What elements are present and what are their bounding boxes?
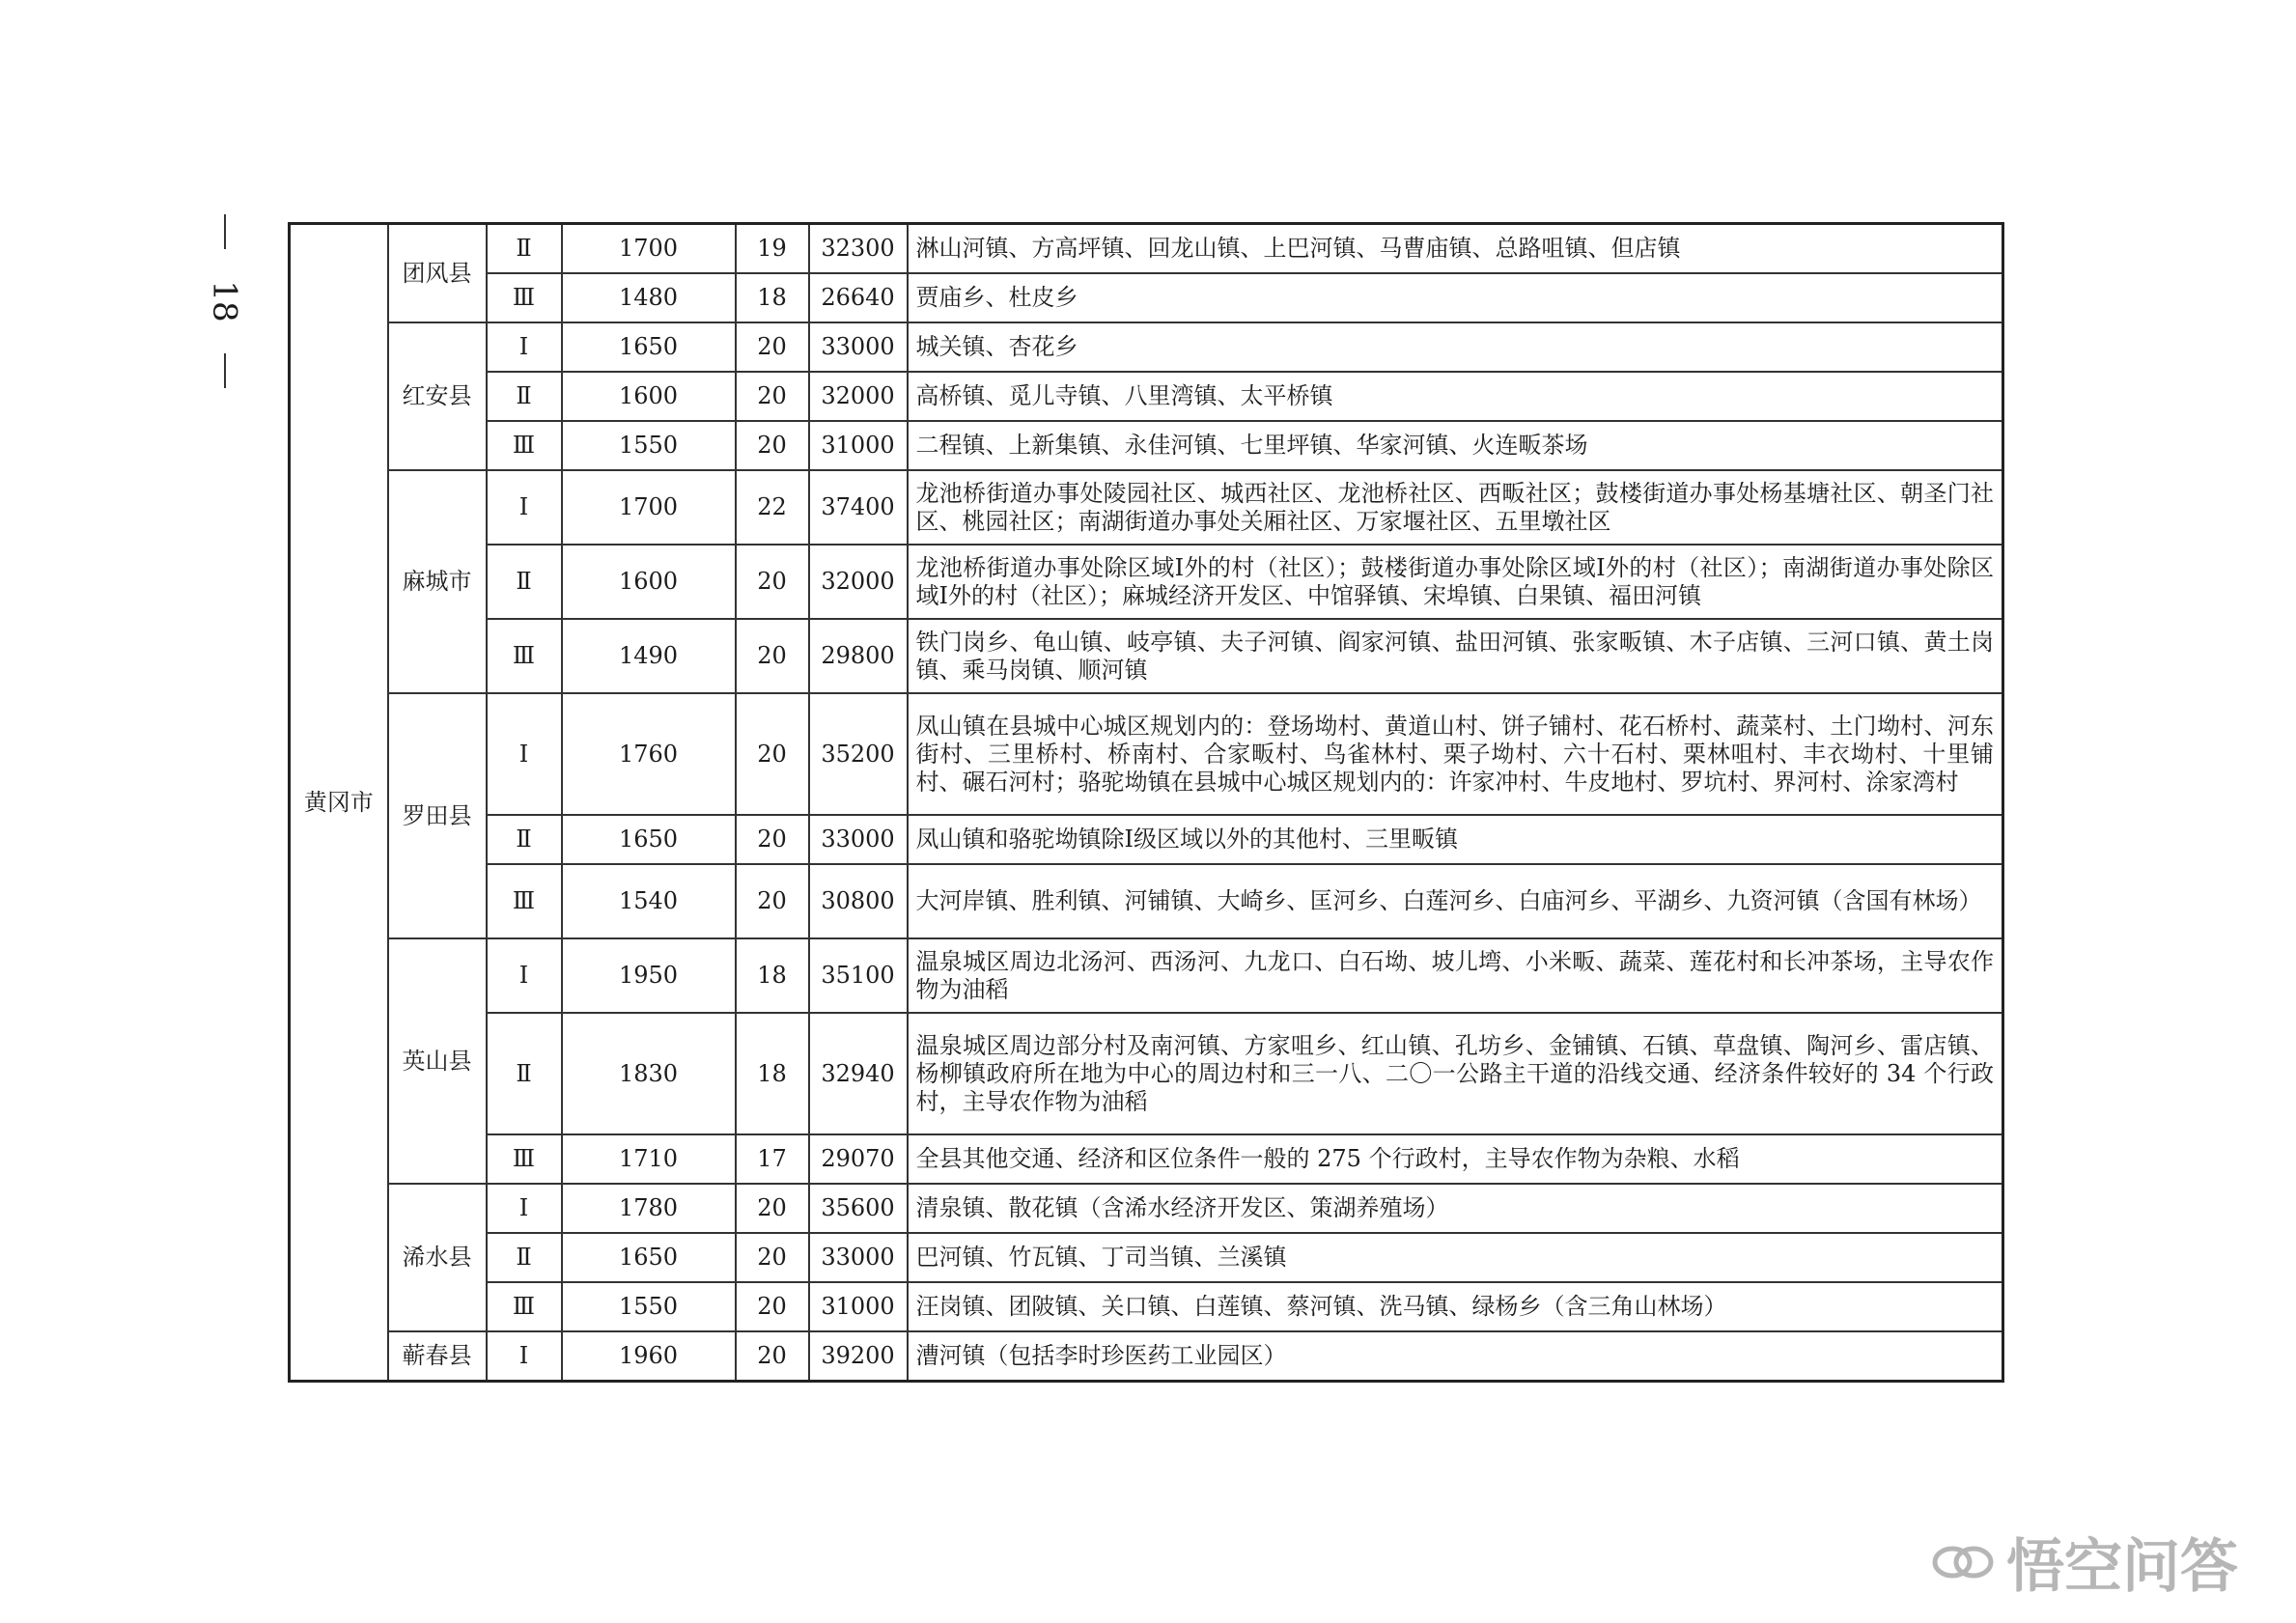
grade-cell: Ⅰ: [487, 470, 562, 545]
value-cell: 33000: [809, 322, 908, 372]
table-row: [290, 224, 2003, 274]
county-cell: 蕲春县: [388, 1331, 487, 1382]
value-cell: 32000: [809, 372, 908, 421]
multiple-cell: 20: [736, 1184, 809, 1233]
areas-cell: 全县其他交通、经济和区位条件一般的 275 个行政村，主导农作物为杂粮、水稻: [908, 1134, 2003, 1184]
multiple-cell: 20: [736, 322, 809, 372]
price-cell: 1480: [562, 273, 736, 322]
multiple-cell: 17: [736, 1134, 809, 1184]
multiple-cell: 20: [736, 815, 809, 864]
grade-cell: Ⅰ: [487, 1184, 562, 1233]
grade-cell: Ⅲ: [487, 1134, 562, 1184]
areas-cell: 清泉镇、散花镇（含浠水经济开发区、策湖养殖场）: [908, 1184, 2003, 1233]
table-row: [290, 421, 2003, 470]
areas-cell: 大河岸镇、胜利镇、河铺镇、大崎乡、匡河乡、白莲河乡、白庙河乡、平湖乡、九资河镇（含国有林场）: [908, 864, 2003, 938]
multiple-cell: 20: [736, 1331, 809, 1382]
page-number-text: 18: [205, 280, 244, 322]
table-row: [290, 938, 2003, 1013]
county-cell: 英山县: [388, 938, 487, 1184]
value-cell: 37400: [809, 470, 908, 545]
value-cell: 30800: [809, 864, 908, 938]
watermark-text: 悟空问答: [2006, 1533, 2238, 1601]
areas-cell: 二程镇、上新集镇、永佳河镇、七里坪镇、华家河镇、火连畈茶场: [908, 421, 2003, 470]
value-cell: 35100: [809, 938, 908, 1013]
watermark: [1929, 1521, 2238, 1604]
page-number-dash-top: [224, 214, 226, 249]
grade-cell: Ⅱ: [487, 545, 562, 619]
grade-cell: Ⅰ: [487, 322, 562, 372]
grade-cell: Ⅲ: [487, 864, 562, 938]
table-row: [290, 470, 2003, 545]
table-row: [290, 815, 2003, 864]
areas-cell: 城关镇、杏花乡: [908, 322, 2003, 372]
price-cell: 1950: [562, 938, 736, 1013]
grade-cell: Ⅱ: [487, 224, 562, 274]
price-cell: 1650: [562, 322, 736, 372]
grade-cell: Ⅲ: [487, 1282, 562, 1331]
multiple-cell: 20: [736, 693, 809, 815]
multiple-cell: 19: [736, 224, 809, 274]
price-cell: 1650: [562, 1233, 736, 1282]
city-cell: 黄冈市: [290, 224, 388, 1382]
areas-cell: 贾庙乡、杜皮乡: [908, 273, 2003, 322]
multiple-cell: 20: [736, 1233, 809, 1282]
areas-cell: 淋山河镇、方高坪镇、回龙山镇、上巴河镇、马曹庙镇、总路咀镇、但店镇: [908, 224, 2003, 274]
value-cell: 31000: [809, 421, 908, 470]
grade-cell: Ⅲ: [487, 619, 562, 693]
price-cell: 1960: [562, 1331, 736, 1382]
value-cell: 39200: [809, 1331, 908, 1382]
grade-cell: Ⅰ: [487, 938, 562, 1013]
areas-cell: 汪岗镇、团陂镇、关口镇、白莲镇、蔡河镇、洗马镇、绿杨乡（含三角山林场）: [908, 1282, 2003, 1331]
areas-cell: 漕河镇（包括李时珍医药工业园区）: [908, 1331, 2003, 1382]
table-row: [290, 619, 2003, 693]
grade-cell: Ⅱ: [487, 815, 562, 864]
price-cell: 1550: [562, 421, 736, 470]
multiple-cell: 20: [736, 545, 809, 619]
multiple-cell: 20: [736, 619, 809, 693]
grade-cell: Ⅰ: [487, 693, 562, 815]
price-cell: 1760: [562, 693, 736, 815]
areas-cell: 高桥镇、觅儿寺镇、八里湾镇、太平桥镇: [908, 372, 2003, 421]
value-cell: 32300: [809, 224, 908, 274]
price-cell: 1830: [562, 1013, 736, 1134]
page-number-dash-bottom: [224, 353, 226, 388]
county-cell: 红安县: [388, 322, 487, 470]
land-price-table: [288, 222, 2004, 1383]
multiple-cell: 20: [736, 421, 809, 470]
page-number: [201, 214, 249, 388]
price-cell: 1780: [562, 1184, 736, 1233]
grade-cell: Ⅰ: [487, 1331, 562, 1382]
value-cell: 35200: [809, 693, 908, 815]
grade-cell: Ⅱ: [487, 1233, 562, 1282]
value-cell: 26640: [809, 273, 908, 322]
county-cell: 罗田县: [388, 693, 487, 938]
price-cell: 1700: [562, 470, 736, 545]
areas-cell: 龙池桥街道办事处陵园社区、城西社区、龙池桥社区、西畈社区；鼓楼街道办事处杨基塘社区、朝圣门社区、桃园社区；南湖街道办事处关厢社区、万家堰社区、五里墩社区: [908, 470, 2003, 545]
multiple-cell: 20: [736, 372, 809, 421]
price-cell: 1540: [562, 864, 736, 938]
price-cell: 1490: [562, 619, 736, 693]
areas-cell: 铁门岗乡、龟山镇、岐亭镇、夫子河镇、阎家河镇、盐田河镇、张家畈镇、木子店镇、三河口镇、黄土岗镇、乘马岗镇、顺河镇: [908, 619, 2003, 693]
multiple-cell: 18: [736, 273, 809, 322]
table-row: [290, 1184, 2003, 1233]
price-cell: 1710: [562, 1134, 736, 1184]
grade-cell: Ⅲ: [487, 273, 562, 322]
table-row: [290, 1134, 2003, 1184]
county-cell: 浠水县: [388, 1184, 487, 1331]
table-row: [290, 545, 2003, 619]
price-cell: 1650: [562, 815, 736, 864]
grade-cell: Ⅲ: [487, 421, 562, 470]
value-cell: 32000: [809, 545, 908, 619]
price-cell: 1700: [562, 224, 736, 274]
table-row: [290, 1013, 2003, 1134]
grade-cell: Ⅱ: [487, 372, 562, 421]
value-cell: 32940: [809, 1013, 908, 1134]
price-cell: 1600: [562, 545, 736, 619]
table-row: [290, 693, 2003, 815]
areas-cell: 温泉城区周边北汤河、西汤河、九龙口、白石坳、坡儿塆、小米畈、蔬菜、莲花村和长冲茶场，主导农作物为油稻: [908, 938, 2003, 1013]
table-row: [290, 322, 2003, 372]
multiple-cell: 20: [736, 1282, 809, 1331]
areas-cell: 温泉城区周边部分村及南河镇、方家咀乡、红山镇、孔坊乡、金铺镇、石镇、草盘镇、陶河乡、雷店镇、杨柳镇政府所在地为中心的周边村和三一八、二〇一公路主干道的沿线交通、经济条件较好的 34 个行政村，主导农作物为油稻: [908, 1013, 2003, 1134]
areas-cell: 巴河镇、竹瓦镇、丁司当镇、兰溪镇: [908, 1233, 2003, 1282]
wukong-logo-icon: [1929, 1533, 1997, 1591]
table-row: [290, 864, 2003, 938]
table-row: [290, 372, 2003, 421]
value-cell: 33000: [809, 1233, 908, 1282]
multiple-cell: 20: [736, 864, 809, 938]
multiple-cell: 18: [736, 938, 809, 1013]
value-cell: 29070: [809, 1134, 908, 1184]
areas-cell: 龙池桥街道办事处除区域Ⅰ外的村（社区）；鼓楼街道办事处除区域Ⅰ外的村（社区）；南湖街道办事处除区域Ⅰ外的村（社区）；麻城经济开发区、中馆驿镇、宋埠镇、白果镇、福田河镇: [908, 545, 2003, 619]
value-cell: 29800: [809, 619, 908, 693]
value-cell: 33000: [809, 815, 908, 864]
multiple-cell: 18: [736, 1013, 809, 1134]
table-row: [290, 1282, 2003, 1331]
value-cell: 35600: [809, 1184, 908, 1233]
price-cell: 1550: [562, 1282, 736, 1331]
table-row: [290, 273, 2003, 322]
table-row: [290, 1233, 2003, 1282]
price-cell: 1600: [562, 372, 736, 421]
areas-cell: 凤山镇和骆驼坳镇除Ⅰ级区域以外的其他村、三里畈镇: [908, 815, 2003, 864]
areas-cell: 凤山镇在县城中心城区规划内的：登场坳村、黄道山村、饼子铺村、花石桥村、蔬菜村、土门坳村、河东街村、三里桥村、桥南村、合家畈村、鸟雀林村、栗子坳村、六十石村、栗林咀村、丰衣坳村、十里铺村、碾石河村；骆驼坳镇在县城中心城区规划内的：许家冲村、牛皮地村、罗坑村、界河村、涂家湾村: [908, 693, 2003, 815]
value-cell: 31000: [809, 1282, 908, 1331]
multiple-cell: 22: [736, 470, 809, 545]
table-row: [290, 1331, 2003, 1382]
county-cell: 团风县: [388, 224, 487, 323]
grade-cell: Ⅱ: [487, 1013, 562, 1134]
county-cell: 麻城市: [388, 470, 487, 693]
